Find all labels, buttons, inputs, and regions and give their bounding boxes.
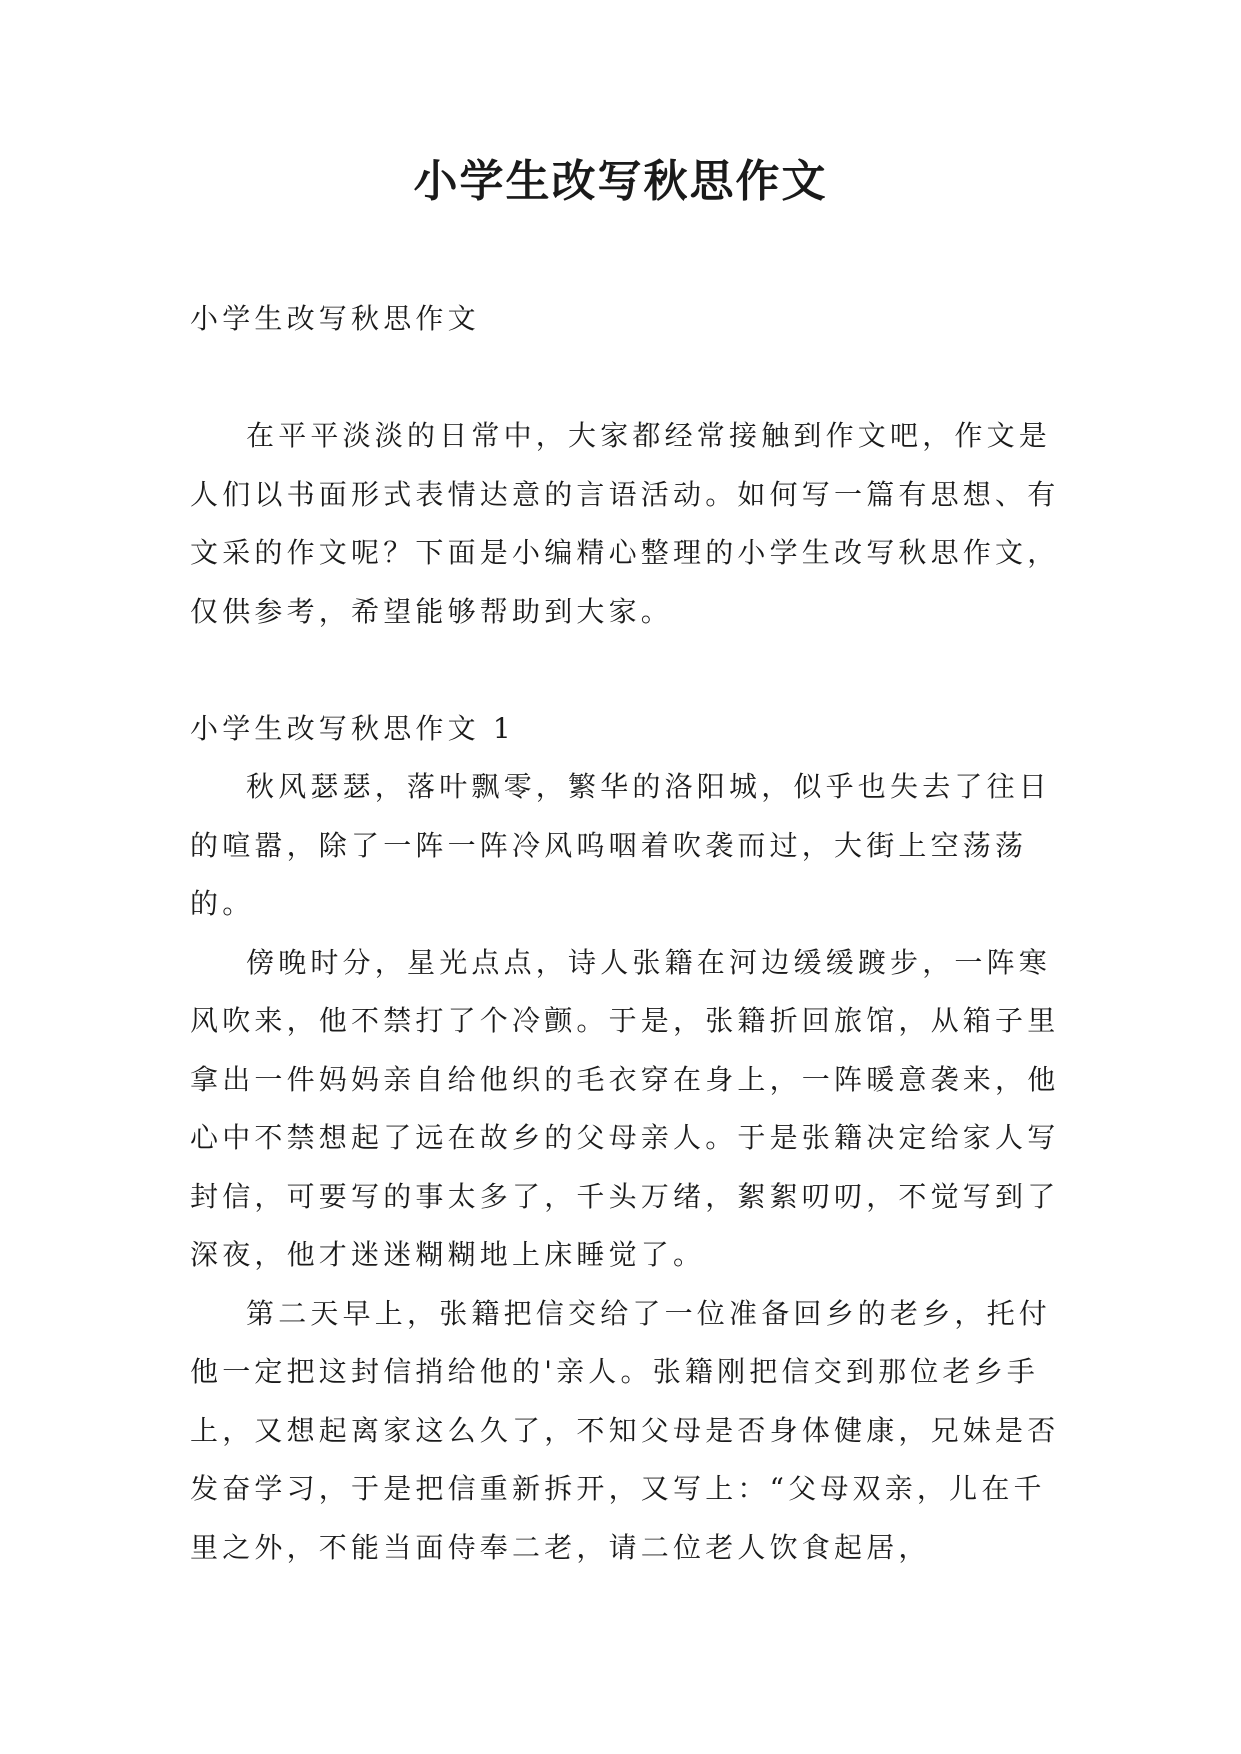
body-paragraph: 傍晚时分，星光点点，诗人张籍在河边缓缓踱步，一阵寒风吹来，他不禁打了个冷颤。于是，张籍折回旅馆，从箱子里拿出一件妈妈亲自给他织的毛衣穿在身上，一阵暖意袭来，他心中不禁想起了远在故乡的父母亲人。于是张籍决定给家人写封信，可要写的事太多了，千头万绪，絮絮叨叨，不觉写到了深夜，他才迷迷糊糊地上床睡觉了。: [190, 945, 1060, 1271]
document-subtitle: 小学生改写秋思作文: [190, 302, 480, 335]
document-title: 小学生改写秋思作文: [413, 156, 828, 207]
document-body: [190, 290, 1070, 1577]
body-paragraph: 秋风瑟瑟，落叶飘零，繁华的洛阳城，似乎也失去了往日的喧嚣，除了一阵一阵冷风呜咽着吹袭而过，大街上空荡荡的。: [190, 770, 1052, 920]
intro-paragraph: 在平平淡淡的日常中，大家都经常接触到作文吧，作文是人们以书面形式表情达意的言语活动。如何写一篇有思想、有文采的作文呢？下面是小编精心整理的小学生改写秋思作文，仅供参考，希望能够帮助到大家。: [190, 419, 1060, 628]
section-heading: 小学生改写秋思作文 1: [190, 711, 515, 745]
body-paragraph: 第二天早上，张籍把信交给了一位准备回乡的老乡，托付他一定把这封信捎给他的'亲人。张籍刚把信交到那位老乡手上，又想起离家这么久了，不知父母是否身体健康，兄妹是否发奋学习，于是把信重新拆开，又写上：“父母双亲，儿在千里之外，不能当面侍奉二老，请二位老人饮食起居，: [190, 1296, 1060, 1564]
